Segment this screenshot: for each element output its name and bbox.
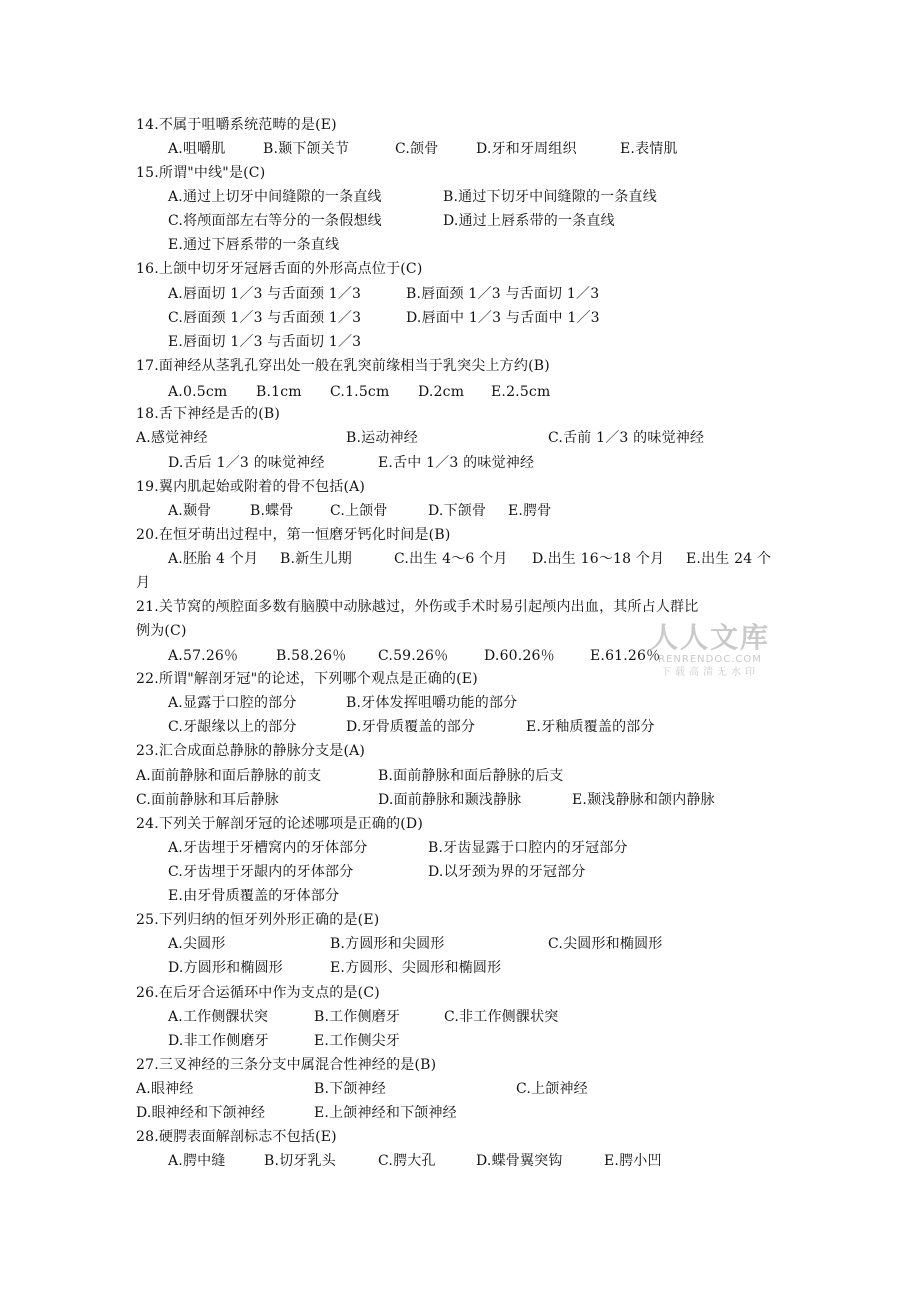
question-25-option-e: E.方圆形、尖圆形和椭圆形 xyxy=(330,960,502,976)
question-16-option-b: B.唇面颈 1／3 与舌面切 1／3 xyxy=(406,286,600,302)
question-19-stem: 19.翼内肌起始或附着的骨不包括(A) xyxy=(136,479,366,495)
question-15-option-e: E.通过下唇系带的一条直线 xyxy=(168,237,340,253)
question-26-option-e: E.工作侧尖牙 xyxy=(314,1033,401,1049)
question-22-option-c: C.牙龈缘以上的部分 xyxy=(168,719,297,735)
watermark-name: 人人文库 xyxy=(649,621,770,654)
question-14-option-a: A.咀嚼肌 xyxy=(168,141,226,157)
question-17-option-c: C.1.5cm xyxy=(330,384,390,400)
question-14-stem: 14.不属于咀嚼系统范畴的是(E) xyxy=(136,117,337,133)
question-27-option-a: A.眼神经 xyxy=(136,1081,194,1097)
question-25-option-c: C.尖圆形和椭圆形 xyxy=(548,936,663,952)
question-18-option-a: A.感觉神经 xyxy=(136,430,208,446)
question-16-option-c: C.唇面颈 1／3 与舌面颈 1／3 xyxy=(168,310,362,326)
question-27-option-b: B.下颌神经 xyxy=(314,1081,386,1097)
question-21-option-d: D.60.26％ xyxy=(484,648,555,664)
question-18-option-b: B.运动神经 xyxy=(346,430,418,446)
question-19-option-b: B.蝶骨 xyxy=(250,503,294,519)
question-24-option-b: B.牙齿显露于口腔内的牙冠部分 xyxy=(428,840,628,856)
question-24-option-e: E.由牙骨质覆盖的牙体部分 xyxy=(168,888,340,904)
question-16-option-e: E.唇面切 1／3 与舌面切 1／3 xyxy=(168,334,362,350)
question-14-option-c: C.颌骨 xyxy=(395,141,439,157)
question-23-option-a: A.面前静脉和面后静脉的前支 xyxy=(136,768,322,784)
question-16-option-d: D.唇面中 1／3 与舌面中 1／3 xyxy=(406,310,600,326)
question-20-option-e: E.出生 24 个 xyxy=(686,551,772,567)
question-25-option-d: D.方圆形和椭圆形 xyxy=(168,960,283,976)
question-23-option-c: C.面前静脉和耳后静脉 xyxy=(136,792,279,808)
question-15-option-c: C.将颅面部左右等分的一条假想线 xyxy=(168,213,382,229)
question-23-option-b: B.面前静脉和面后静脉的后支 xyxy=(378,768,564,784)
question-21-stem: 21.关节窝的颅腔面多数有脑膜中动脉越过，外伤或手术时易引起颅内出血，其所占人群比 xyxy=(136,599,699,615)
watermark-slogan: 下载高清无水印 xyxy=(661,667,759,678)
question-22-stem: 22.所谓"解剖牙冠"的论述，下列哪个观点是正确的(E) xyxy=(136,671,478,687)
question-22-option-b: B.牙体发挥咀嚼功能的部分 xyxy=(346,695,518,711)
question-19-option-a: A.颞骨 xyxy=(168,503,212,519)
question-21-option-c: C.59.26％ xyxy=(378,648,449,664)
question-17-option-a: A.0.5cm xyxy=(168,384,228,400)
question-17-option-d: D.2cm xyxy=(418,384,465,400)
question-15-option-b: B.通过下切牙中间缝隙的一条直线 xyxy=(443,189,657,205)
question-20-option-c: C.出生 4～6 个月 xyxy=(394,551,508,567)
question-21-option-e: E.61.26％ xyxy=(590,648,661,664)
question-20-stem: 20.在恒牙萌出过程中，第一恒磨牙钙化时间是(B) xyxy=(136,527,451,543)
question-14-option-d: D.牙和牙周组织 xyxy=(476,141,577,157)
question-21-stem-cont: 例为(C) xyxy=(136,623,187,639)
question-23-option-e: E.颞浅静脉和颌内静脉 xyxy=(572,792,715,808)
question-18-option-d: D.舌后 1／3 的味觉神经 xyxy=(168,455,325,471)
question-26-option-c: C.非工作侧髁状突 xyxy=(444,1009,559,1025)
question-26-option-a: A.工作侧髁状突 xyxy=(168,1009,269,1025)
watermark xyxy=(646,622,774,680)
question-25-option-b: B.方圆形和尖圆形 xyxy=(330,936,445,952)
question-19-option-c: C.上颌骨 xyxy=(330,503,388,519)
question-22-option-d: D.牙骨质覆盖的部分 xyxy=(346,719,476,735)
question-18-stem: 18.舌下神经是舌的(B) xyxy=(136,406,281,422)
question-28-option-a: A.腭中缝 xyxy=(168,1153,226,1169)
question-20-option-a: A.胚胎 4 个月 xyxy=(168,551,259,567)
question-27-option-e: E.上颌神经和下颌神经 xyxy=(314,1105,457,1121)
question-24-option-a: A.牙齿埋于牙槽窝内的牙体部分 xyxy=(168,840,368,856)
question-25-option-a: A.尖圆形 xyxy=(168,936,226,952)
question-15-option-a: A.通过上切牙中间缝隙的一条直线 xyxy=(168,189,382,205)
question-28-stem: 28.硬腭表面解剖标志不包括(E) xyxy=(136,1129,337,1145)
question-28-option-d: D.蝶骨翼突钩 xyxy=(476,1153,563,1169)
question-28-option-b: B.切牙乳头 xyxy=(264,1153,336,1169)
question-26-stem: 26.在后牙合运循环中作为支点的是(C) xyxy=(136,985,380,1001)
question-17-option-b: B.1cm xyxy=(256,384,302,400)
question-21-option-b: B.58.26％ xyxy=(276,648,347,664)
question-28-option-c: C.腭大孔 xyxy=(378,1153,436,1169)
question-17-option-e: E.2.5cm xyxy=(491,384,551,400)
question-26-option-b: B.工作侧磨牙 xyxy=(314,1009,401,1025)
question-17-stem: 17.面神经从茎乳孔穿出处一般在乳突前缘相当于乳突尖上方约(B) xyxy=(136,358,550,374)
question-27-option-d: D.眼神经和下颌神经 xyxy=(136,1105,266,1121)
question-22-option-a: A.显露于口腔的部分 xyxy=(168,695,297,711)
question-27-option-c: C.上颌神经 xyxy=(516,1081,588,1097)
question-15-option-d: D.通过上唇系带的一条直线 xyxy=(443,213,615,229)
question-14-option-e: E.表情肌 xyxy=(620,141,678,157)
question-20-option-b: B.新生儿期 xyxy=(280,551,352,567)
question-23-stem: 23.汇合成面总静脉的静脉分支是(A) xyxy=(136,743,366,759)
question-14-option-b: B.颞下颌关节 xyxy=(263,141,350,157)
question-19-option-e: E.腭骨 xyxy=(508,503,552,519)
question-18-option-c: C.舌前 1／3 的味觉神经 xyxy=(548,430,705,446)
question-21-option-a: A.57.26％ xyxy=(168,648,239,664)
question-25-stem: 25.下列归纳的恒牙列外形正确的是(E) xyxy=(136,912,380,928)
question-16-option-a: A.唇面切 1／3 与舌面颈 1／3 xyxy=(168,286,362,302)
question-20-option-d: D.出生 16～18 个月 xyxy=(532,551,665,567)
question-26-option-d: D.非工作侧磨牙 xyxy=(168,1033,269,1049)
question-24-stem: 24.下列关于解剖牙冠的论述哪项是正确的(D) xyxy=(136,816,424,832)
question-20-option-e-wrap: 月 xyxy=(136,575,151,591)
question-28-option-e: E.腭小凹 xyxy=(604,1153,662,1169)
question-18-option-e: E.舌中 1／3 的味觉神经 xyxy=(378,455,535,471)
question-15-stem: 15.所谓"中线"是(C) xyxy=(136,165,266,181)
question-19-option-d: D.下颌骨 xyxy=(428,503,487,519)
question-27-stem: 27.三叉神经的三条分支中属混合性神经的是(B) xyxy=(136,1057,437,1073)
question-22-option-e: E.牙釉质覆盖的部分 xyxy=(526,719,655,735)
watermark-domain: RENRENDOC.COM xyxy=(658,654,762,665)
question-24-option-d: D.以牙颈为界的牙冠部分 xyxy=(428,864,586,880)
question-24-option-c: C.牙齿埋于牙龈内的牙体部分 xyxy=(168,864,354,880)
question-23-option-d: D.面前静脉和颞浅静脉 xyxy=(378,792,522,808)
question-16-stem: 16.上颌中切牙牙冠唇舌面的外形高点位于(C) xyxy=(136,261,423,277)
